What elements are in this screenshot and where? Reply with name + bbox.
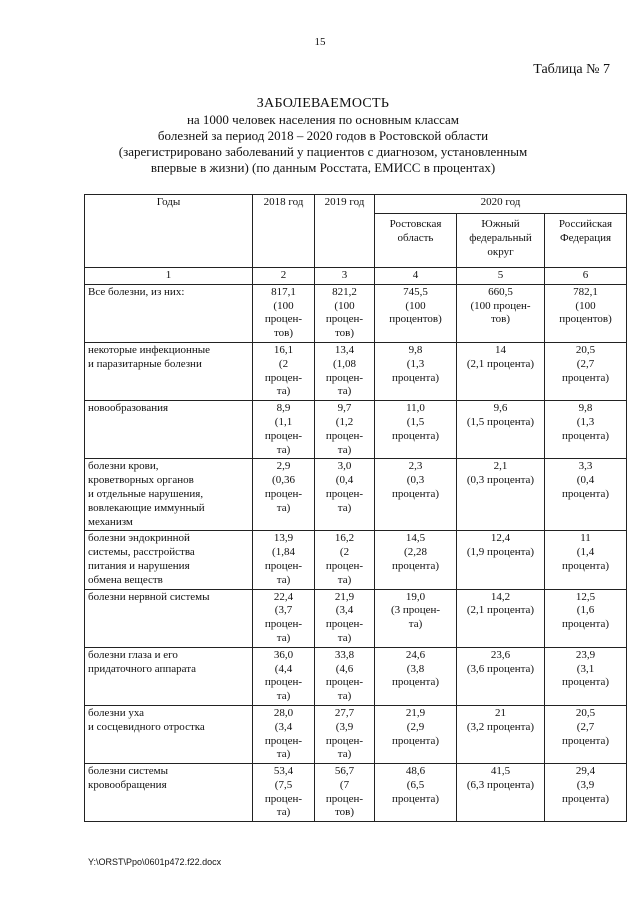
value-rostov-cell [375,647,457,705]
value-2018-cell [253,647,315,705]
disease-class-cell [85,531,253,589]
cell-text-line: болезни крови, [88,460,159,473]
cell-text-line: (3 процен- [390,604,441,617]
cell-text-line: вовлекающие иммунный [88,501,205,514]
value-russia-cell [545,342,627,400]
table-body [85,284,627,821]
cell-text-line: та) [276,501,291,514]
cell-text-line: (1,4 [576,546,595,559]
cell-text-line: процен- [325,618,364,631]
cell-text-line: болезни эндокринной [88,532,190,545]
cell-text-line: процен- [264,734,303,747]
cell-text-line: 9,6 [493,402,508,415]
cell-text-line: механизм [88,515,133,528]
table-row [85,764,627,822]
cell-text-line: 33,8 [334,648,355,661]
cell-text-line: 12,5 [575,590,596,603]
cell-text-line: процента) [561,487,610,500]
cell-text-line: 36,0 [273,648,294,661]
cell-text-line: и отдельные нарушения, [88,487,204,500]
cell-text-line: и паразитарные болезни [88,357,202,370]
value-2018-cell [253,342,315,400]
cell-text-line: (1,9 процента) [466,546,535,559]
cell-text-line: 9,8 [578,402,593,415]
cell-text-line: (3,4 [274,720,293,733]
header-rostov-region [375,214,457,268]
value-rostov-cell [375,459,457,531]
cell-text-line: 9,7 [337,402,352,415]
cell-text-line: (2,9 [406,720,425,733]
title-line: (зарегистрировано заболеваний у пациентов с диагнозом, установленным [118,144,528,159]
cell-text-line: 821,2 [332,285,357,298]
cell-text-line: процента) [391,792,440,805]
value-south-cell [457,647,545,705]
value-russia-cell [545,647,627,705]
cell-text-line: (3,8 [406,662,425,675]
header-southern-district [457,214,545,268]
cell-text-line: (0,36 [272,474,295,487]
cell-text-line: (7,5 [274,778,293,791]
cell-text-line: 9,8 [408,343,423,356]
cell-text-line: та) [337,690,352,703]
cell-text-line: кровообращения [88,778,167,791]
column-number: 6 [545,268,627,285]
cell-text-line: (2,7 [576,720,595,733]
table-row [85,342,627,400]
value-2019-cell [315,284,375,342]
cell-text-line: 3,3 [578,460,593,473]
cell-text-line: (1,6 [576,604,595,617]
cell-text-line: 48,6 [405,765,426,778]
cell-text-line: процента) [561,618,610,631]
value-2018-cell [253,401,315,459]
cell-text-line: (2,7 [576,357,595,370]
cell-text-line: придаточного аппарата [88,662,197,675]
value-rostov-cell [375,401,457,459]
cell-text-line: 745,5 [403,285,428,298]
cell-text-line: 14 [495,343,506,356]
header-2018: 2018 год [253,195,315,268]
page-number: 15 [314,36,326,48]
cell-text-line: 21 [495,706,506,719]
cell-text-line: (100 [334,299,355,312]
cell-text-line: (1,3 [576,415,595,428]
value-south-cell [457,589,545,647]
cell-text-line: процента) [561,559,610,572]
cell-text-line: процен- [264,313,303,326]
cell-text-line: тов) [334,806,355,819]
cell-text-line: та) [276,385,291,398]
value-russia-cell [545,764,627,822]
cell-text-line: 8,9 [276,402,291,415]
cell-text-line: (1,08 [333,357,356,370]
cell-text-line: 16,2 [334,532,355,545]
cell-text-line: та) [276,806,291,819]
cell-text-line: (6,5 [406,778,425,791]
cell-text-line: 21,9 [405,706,426,719]
disease-class-cell [85,459,253,531]
cell-text-line: 21,9 [334,590,355,603]
cell-text-line: процента) [391,676,440,689]
disease-class-cell [85,284,253,342]
cell-text-line: (3,7 [274,604,293,617]
cell-text-line: обмена веществ [88,573,163,586]
title-line: впервые в жизни) (по данным Росстата, ЕМИСС в процентах) [150,160,496,175]
cell-text-line: 11 [580,532,591,545]
morbidity-table [84,194,627,822]
table-row [85,459,627,531]
disease-class-cell [85,342,253,400]
cell-text-line: (0,3 [406,474,425,487]
header-row-years [85,195,627,214]
disease-class-cell [85,764,253,822]
cell-text-line: 13,9 [273,532,294,545]
cell-text-line: 28,0 [273,706,294,719]
cell-text-line: процен- [325,313,364,326]
cell-text-line: некоторые инфекционные [88,343,211,356]
value-rostov-cell [375,531,457,589]
cell-text-line: 14,5 [405,532,426,545]
cell-text-line: новообразования [88,402,169,415]
cell-text-line: (4,6 [335,662,354,675]
cell-text-line: процен- [325,487,364,500]
footer-file-path: Y:\ORST\Ppo\0601p472.f22.docx [88,857,222,867]
header-line: Федерация [559,231,612,244]
value-2018-cell [253,705,315,763]
cell-text-line: процента) [391,429,440,442]
header-line: Южный [481,218,520,230]
disease-class-cell [85,589,253,647]
cell-text-line: та) [276,748,291,761]
value-rostov-cell [375,705,457,763]
cell-text-line: (6,3 процента) [466,778,535,791]
column-number: 4 [375,268,457,285]
value-rostov-cell [375,589,457,647]
cell-text-line: (3,9 [335,720,354,733]
value-rostov-cell [375,284,457,342]
cell-text-line: процен- [325,792,364,805]
cell-text-line: 22,4 [273,590,294,603]
cell-text-line: та) [337,748,352,761]
cell-text-line: (100 [405,299,426,312]
header-2020: 2020 год [375,195,627,214]
cell-text-line: та) [337,631,352,644]
cell-text-line: (2,1 процента) [466,357,535,370]
title-line: болезней за период 2018 – 2020 годов в Ростовской области [157,128,489,143]
cell-text-line: Все болезни, из них: [88,285,185,298]
cell-text-line: (3,6 процента) [466,662,535,675]
disease-class-cell [85,705,253,763]
cell-text-line: питания и нарушения [88,559,190,572]
column-number-row [85,268,627,285]
cell-text-line: процента) [561,734,610,747]
cell-text-line: 23,9 [575,648,596,661]
value-russia-cell [545,401,627,459]
cell-text-line: процента) [561,676,610,689]
cell-text-line: болезни нервной системы [88,590,210,603]
table-row [85,647,627,705]
cell-text-line: (3,4 [335,604,354,617]
header-line: Российская [558,218,613,230]
cell-text-line: 817,1 [271,285,296,298]
title-heading: ЗАБОЛЕВАЕМОСТЬ [256,96,390,111]
cell-text-line: (7 [339,778,350,791]
value-2018-cell [253,284,315,342]
cell-text-line: 782,1 [573,285,598,298]
cell-text-line: та) [408,618,423,631]
cell-text-line: (2 [278,357,289,370]
cell-text-line: (4,4 [274,662,293,675]
value-south-cell [457,531,545,589]
value-russia-cell [545,705,627,763]
value-2019-cell [315,401,375,459]
value-2019-cell [315,531,375,589]
cell-text-line: процен- [264,676,303,689]
value-south-cell [457,401,545,459]
cell-text-line: кроветворных органов [88,474,194,487]
cell-text-line: процен- [325,559,364,572]
cell-text-line: тов) [273,327,294,340]
table-row [85,531,627,589]
cell-text-line: (1,3 [406,357,425,370]
cell-text-line: (0,3 процента) [466,474,535,487]
cell-text-line: (1,2 [335,415,354,428]
cell-text-line: 24,6 [405,648,426,661]
header-line: область [397,231,434,244]
header-years: Годы [85,195,253,268]
cell-text-line: тов) [490,313,511,326]
cell-text-line: 13,4 [334,343,355,356]
cell-text-line: 23,6 [490,648,511,661]
column-number: 2 [253,268,315,285]
value-south-cell [457,705,545,763]
cell-text-line: (100 [273,299,294,312]
cell-text-line: процен- [264,559,303,572]
cell-text-line: (0,4 [335,474,354,487]
header-line: округ [487,245,514,258]
table-row [85,589,627,647]
value-2019-cell [315,589,375,647]
cell-text-line: 20,5 [575,343,596,356]
value-2018-cell [253,589,315,647]
cell-text-line: болезни глаза и его [88,648,178,661]
header-line: Ростовская [389,218,442,230]
disease-class-cell [85,647,253,705]
cell-text-line: 20,5 [575,706,596,719]
cell-text-line: процен- [325,734,364,747]
cell-text-line: процента) [391,734,440,747]
cell-text-line: 11,0 [406,402,425,415]
cell-text-line: болезни системы [88,765,169,778]
cell-text-line: 2,9 [276,460,291,473]
cell-text-line: та) [276,573,291,586]
cell-text-line: та) [337,385,352,398]
cell-text-line: процента) [561,792,610,805]
value-2018-cell [253,531,315,589]
value-2018-cell [253,459,315,531]
cell-text-line: (3,1 [576,662,595,675]
value-russia-cell [545,589,627,647]
cell-text-line: (3,9 [576,778,595,791]
cell-text-line: системы, расстройства [88,546,195,559]
column-number: 1 [85,268,253,285]
cell-text-line: (0,4 [576,474,595,487]
cell-text-line: процента) [391,559,440,572]
value-2019-cell [315,459,375,531]
cell-text-line: 2,3 [408,460,423,473]
cell-text-line: болезни уха [88,706,145,719]
cell-text-line: процента) [561,429,610,442]
cell-text-line: (3,2 процента) [466,720,535,733]
cell-text-line: 56,7 [334,765,355,778]
cell-text-line: процента) [391,487,440,500]
table-row [85,705,627,763]
cell-text-line: (1,84 [272,546,295,559]
cell-text-line: 27,7 [334,706,355,719]
cell-text-line: процен- [325,676,364,689]
value-russia-cell [545,459,627,531]
column-number: 5 [457,268,545,285]
cell-text-line: тов) [334,327,355,340]
cell-text-line: 3,0 [337,460,352,473]
table-title [88,96,558,176]
cell-text-line: та) [337,573,352,586]
value-russia-cell [545,284,627,342]
value-south-cell [457,459,545,531]
cell-text-line: процента) [391,371,440,384]
disease-class-cell [85,401,253,459]
cell-text-line: процентов) [559,313,612,326]
value-south-cell [457,764,545,822]
cell-text-line: процен- [264,618,303,631]
cell-text-line: 53,4 [273,765,294,778]
cell-text-line: процентов) [389,313,442,326]
header-russian-federation [545,214,627,268]
cell-text-line: (1,1 [274,415,293,428]
cell-text-line: процента) [561,371,610,384]
cell-text-line: 2,1 [493,460,508,473]
cell-text-line: (100 [575,299,596,312]
value-2019-cell [315,647,375,705]
header-line: федеральный [469,231,532,244]
cell-text-line: 12,4 [490,532,511,545]
value-russia-cell [545,531,627,589]
cell-text-line: 29,4 [575,765,596,778]
column-number: 3 [315,268,375,285]
cell-text-line: (100 процен- [470,299,531,312]
cell-text-line: процен- [264,487,303,500]
cell-text-line: та) [337,501,352,514]
cell-text-line: процен- [264,792,303,805]
cell-text-line: та) [337,443,352,456]
value-south-cell [457,284,545,342]
cell-text-line: и сосцевидного отростка [88,720,205,733]
table-row [85,284,627,342]
value-rostov-cell [375,342,457,400]
cell-text-line: (1,5 процента) [466,415,535,428]
cell-text-line: (1,5 [406,415,425,428]
title-line: на 1000 человек населения по основным классам [186,112,460,127]
value-2019-cell [315,342,375,400]
cell-text-line: та) [276,631,291,644]
cell-text-line: процен- [325,371,364,384]
table-row [85,401,627,459]
header-2019: 2019 год [315,195,375,268]
cell-text-line: процен- [325,429,364,442]
cell-text-line: (2,28 [404,546,427,559]
cell-text-line: 41,5 [490,765,511,778]
cell-text-line: та) [276,443,291,456]
cell-text-line: та) [276,690,291,703]
cell-text-line: 660,5 [488,285,513,298]
cell-text-line: (2 [339,546,350,559]
cell-text-line: 14,2 [490,590,511,603]
cell-text-line: процен- [264,429,303,442]
value-2019-cell [315,705,375,763]
cell-text-line: процен- [264,371,303,384]
value-south-cell [457,342,545,400]
value-2018-cell [253,764,315,822]
cell-text-line: 16,1 [273,343,294,356]
value-rostov-cell [375,764,457,822]
value-2019-cell [315,764,375,822]
cell-text-line: (2,1 процента) [466,604,535,617]
table-number: Таблица № 7 [533,62,610,77]
cell-text-line: 19,0 [405,590,426,603]
